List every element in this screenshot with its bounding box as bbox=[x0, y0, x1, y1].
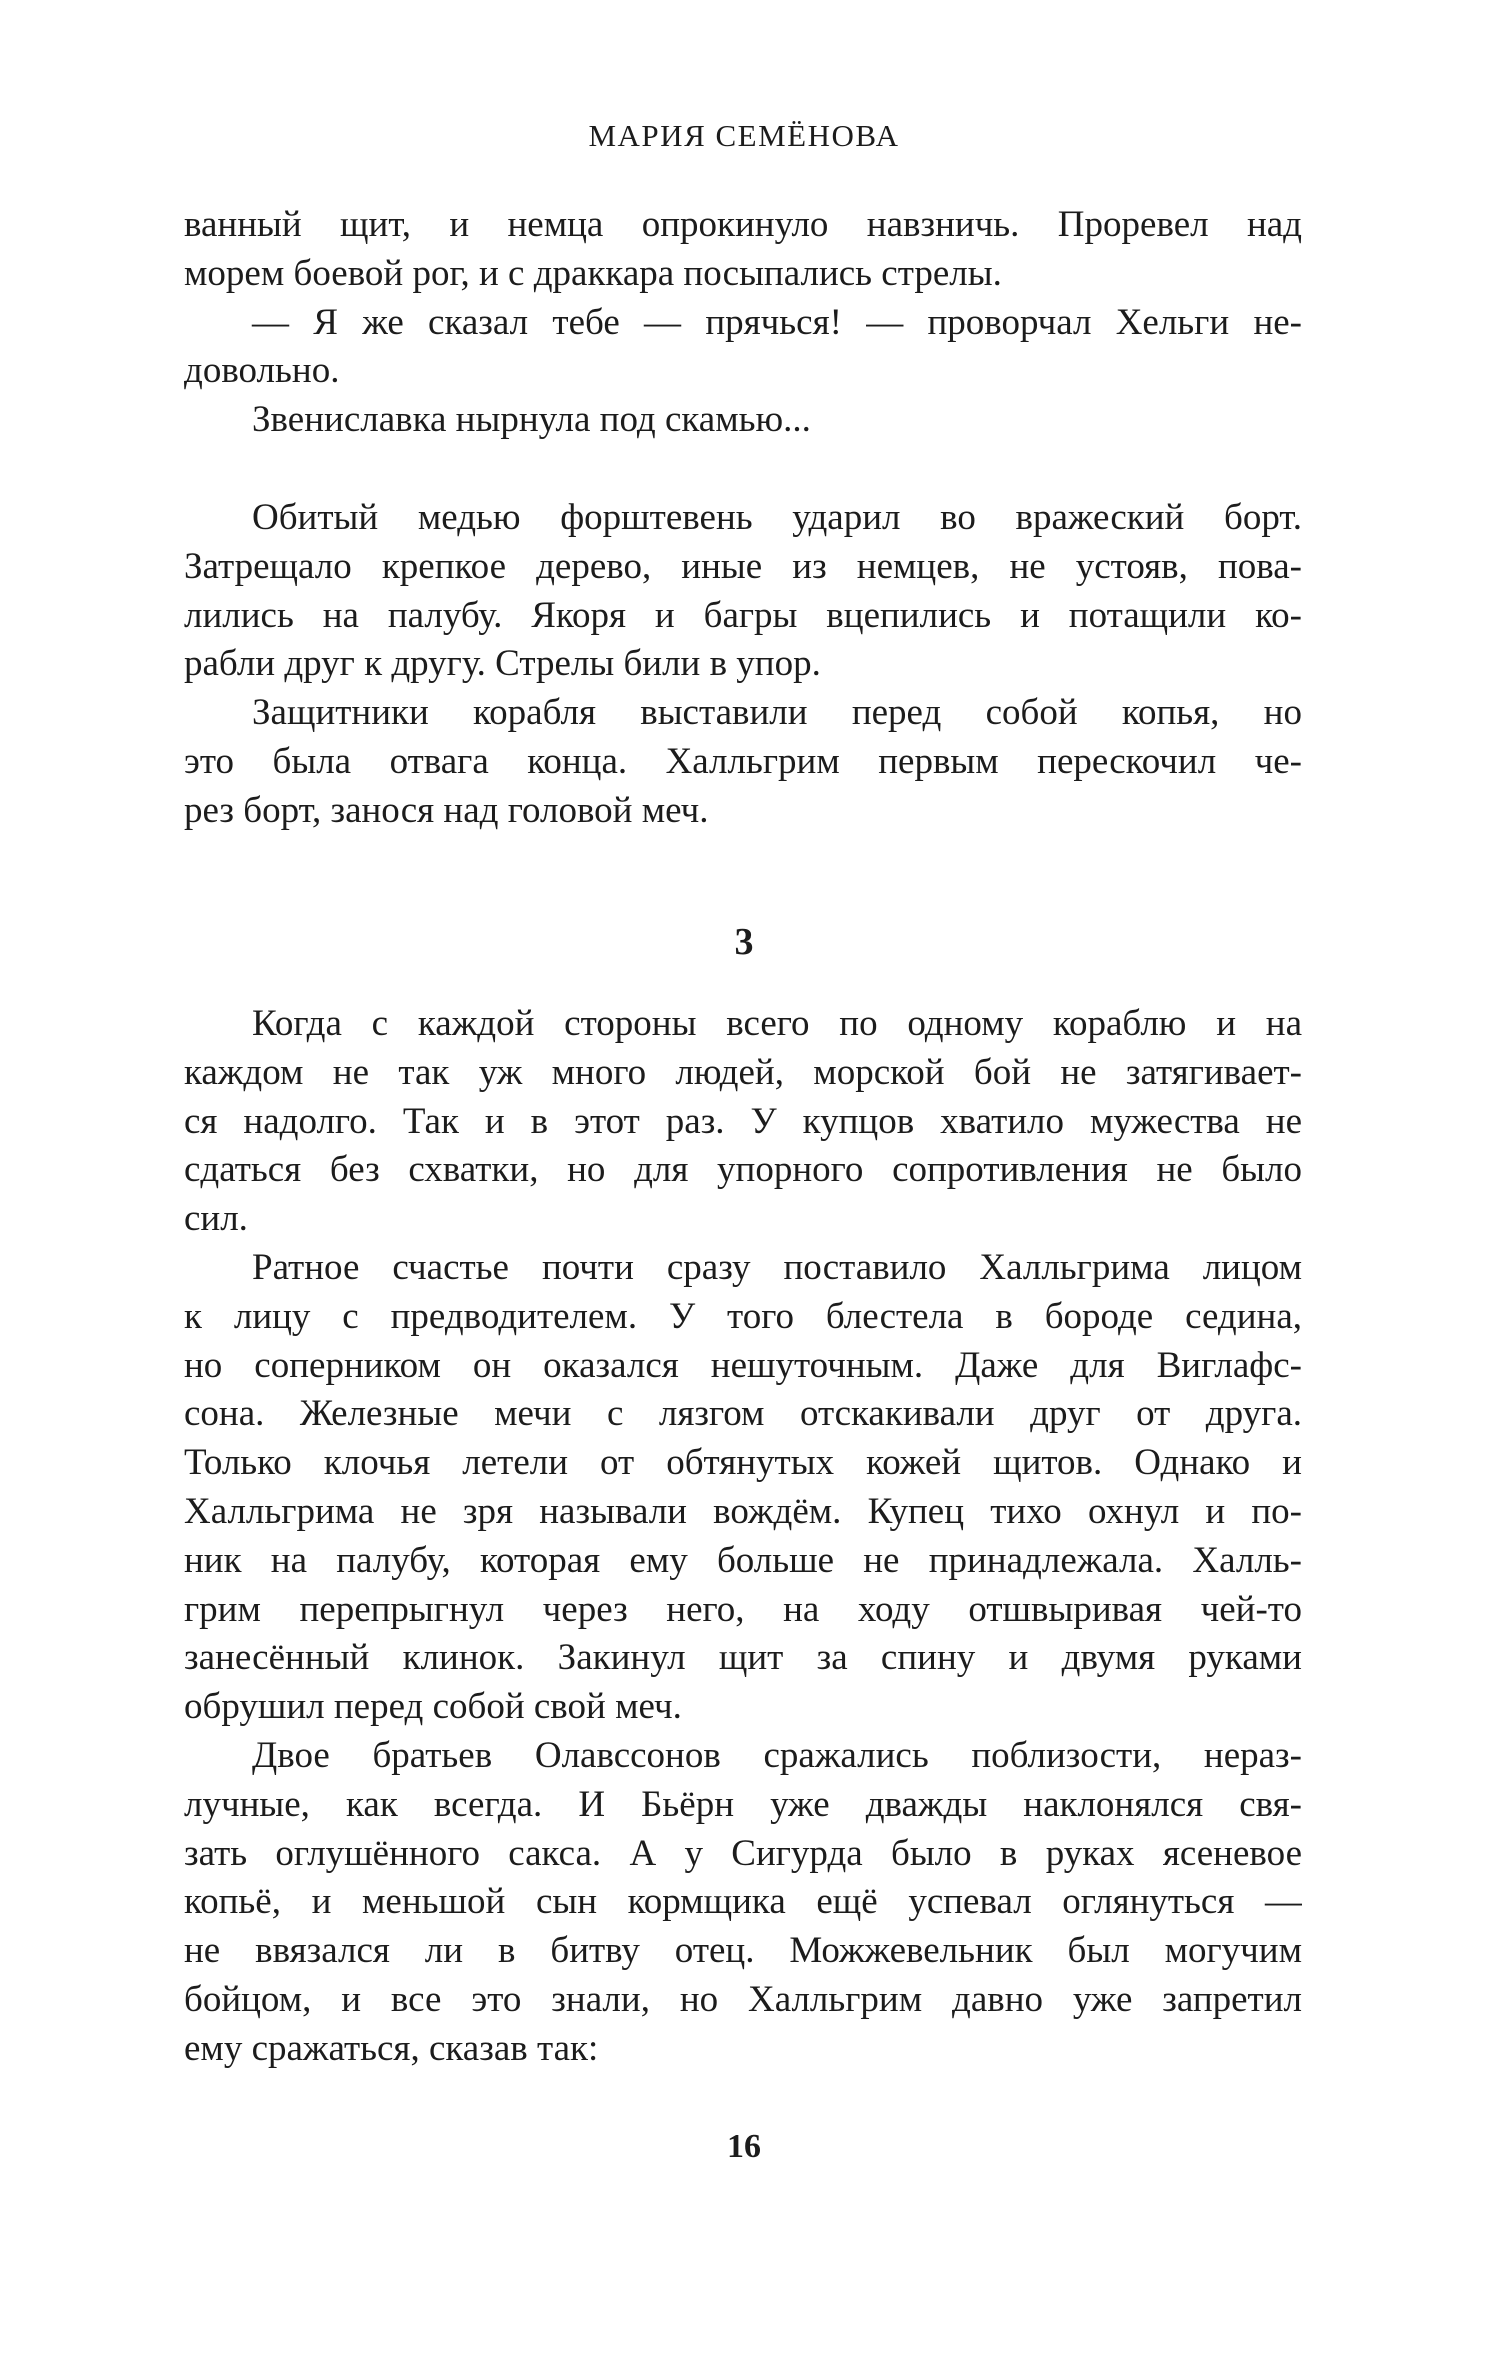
text-line: Защитники корабля выставили перед собой копья, но bbox=[252, 692, 1302, 734]
text-line: довольно. bbox=[184, 350, 340, 392]
text-line: Когда с каждой стороны всего по одному кораблю и на bbox=[252, 1003, 1302, 1044]
text-line: это была отвага конца. Халльгрим первым перескочил че- bbox=[184, 740, 1302, 782]
text-line: сона. Железные мечи с лязгом отскакивали друг от друга. bbox=[184, 1393, 1302, 1435]
text-line: бойцом, и все это знали, но Халльгрим давно уже запретил bbox=[184, 1978, 1302, 2020]
text-line: каждом не так уж много людей, морской бой не затягивает- bbox=[184, 1051, 1302, 1093]
text-line: сил. bbox=[184, 1198, 248, 1240]
text-section-3 bbox=[184, 1000, 1302, 2074]
text-line: зать оглушённого сакса. А у Сигурда было в руках ясеневое bbox=[184, 1832, 1302, 1874]
text-line: ванный щит, и немца опрокинуло навзничь. Проревел над bbox=[184, 204, 1302, 245]
text-line: Ратное счастье почти сразу поставило Халльгрима лицом bbox=[252, 1246, 1302, 1288]
text-line: Звениславка нырнула под скамью... bbox=[252, 399, 811, 441]
text-line: к лицу с предводителем. У того блестела в бороде седина, bbox=[184, 1295, 1302, 1337]
text-line: не ввязался ли в битву отец. Можжевельник был могучим bbox=[184, 1930, 1302, 1972]
text-line: Обитый медью форштевень ударил во вражеский борт. bbox=[252, 497, 1302, 538]
text-line: Затрещало крепкое дерево, иные из немцев, не устояв, пова- bbox=[184, 545, 1302, 587]
text-line: — Я же сказал тебе — прячься! — проворчал Хельги не- bbox=[252, 301, 1302, 343]
text-line: обрушил перед собой свой меч. bbox=[184, 1686, 682, 1728]
text-line: Халльгрима не зря называли вождём. Купец тихо охнул и по- bbox=[184, 1490, 1302, 1532]
text-line: ему сражаться, сказав так: bbox=[184, 2027, 599, 2069]
text-line: Только клочья летели от обтянутых кожей щитов. Однако и bbox=[184, 1442, 1302, 1484]
text-line: лучные, как всегда. И Бьёрн уже дважды наклонялся свя- bbox=[184, 1783, 1302, 1825]
text-line: копьё, и меньшой сын кормщика ещё успевал оглянуться — bbox=[184, 1881, 1302, 1923]
chapter-number: 3 bbox=[734, 921, 754, 963]
text-line: но соперником он оказался нешуточным. Даже для Виглафс- bbox=[184, 1344, 1302, 1386]
text-line: Двое братьев Олавссонов сражались поблизости, нераз- bbox=[252, 1734, 1302, 1776]
text-line: морем боевой рог, и с драккара посыпались стрелы. bbox=[184, 252, 1002, 294]
text-line: ся надолго. Так и в этот раз. У купцов хватило мужества не bbox=[184, 1100, 1302, 1142]
page-number: 16 bbox=[727, 2128, 761, 2165]
text-line: грим перепрыгнул через него, на ходу отшвыривая чей-то bbox=[184, 1588, 1302, 1630]
text-line: рабли друг к другу. Стрелы били в упор. bbox=[184, 643, 821, 685]
text-line: лились на палубу. Якоря и багры вцепились и потащили ко- bbox=[184, 594, 1302, 636]
text-line: ник на палубу, которая ему больше не принадлежала. Халль- bbox=[184, 1539, 1302, 1581]
text-line: занесённый клинок. Закинул щит за спину и двумя руками bbox=[184, 1637, 1302, 1679]
text-line: сдаться без схватки, но для упорного сопротивления не было bbox=[184, 1149, 1302, 1191]
text-line: рез борт, занося над головой меч. bbox=[184, 789, 709, 831]
text-section-1 bbox=[184, 201, 1302, 445]
running-head-author: МАРИЯ СЕМЁНОВА bbox=[588, 118, 900, 153]
text-section-2 bbox=[184, 494, 1302, 836]
